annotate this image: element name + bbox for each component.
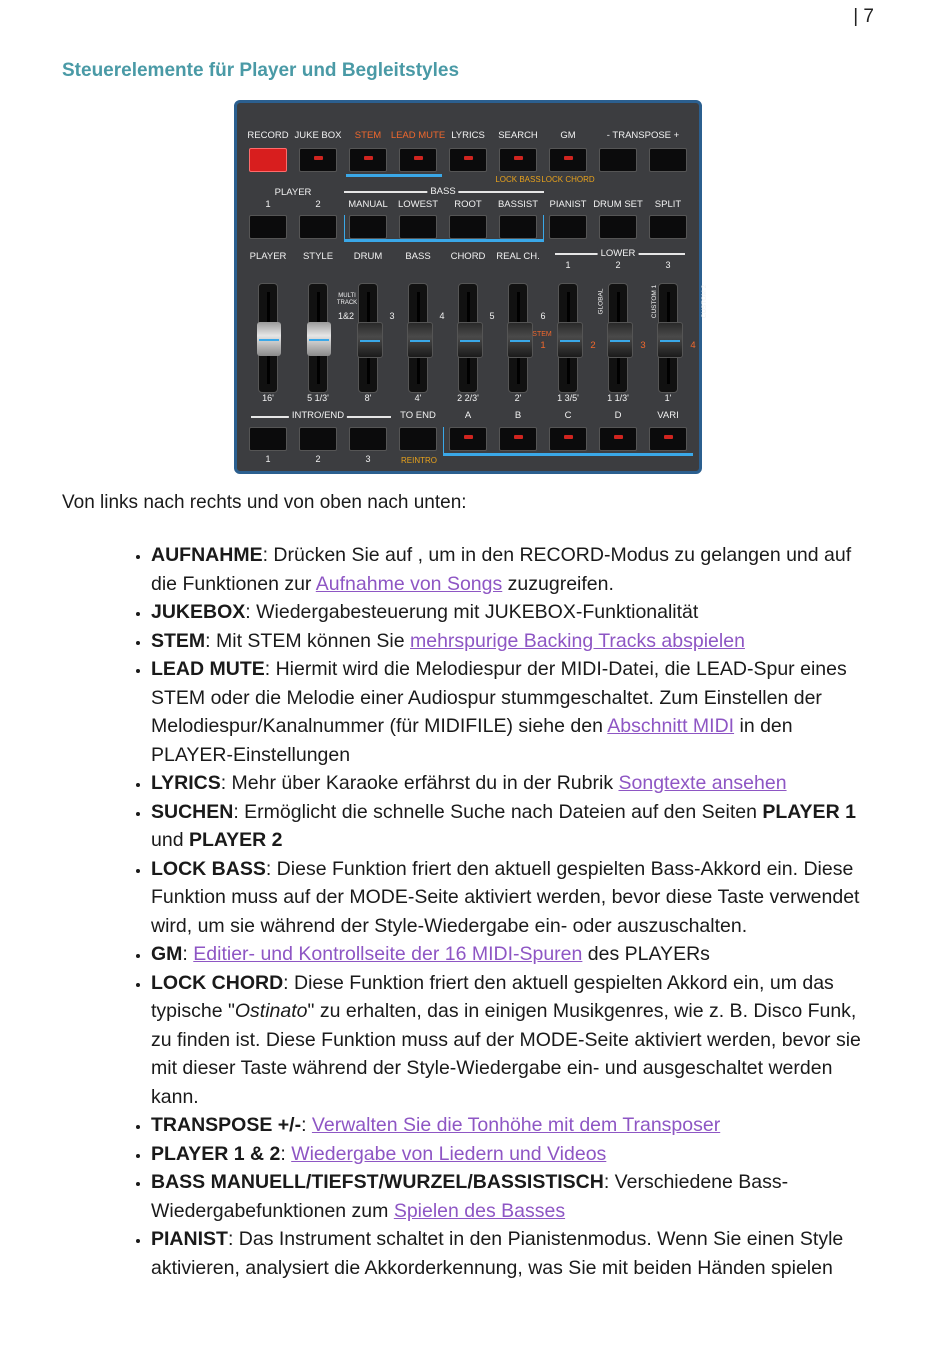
item-term: LYRICS — [151, 772, 221, 794]
footage-label: 8' — [364, 393, 372, 403]
led — [414, 156, 423, 160]
item-term: JUKEBOX — [151, 601, 246, 623]
stem-number: 1 — [540, 340, 546, 351]
row2-label: SPLIT — [654, 199, 682, 210]
stem-number: 2 — [590, 340, 596, 351]
item-term: AUFNAHME — [151, 544, 263, 566]
footage-label: 16' — [262, 393, 274, 403]
row1-button — [349, 148, 387, 172]
drawbar-fader — [558, 283, 578, 393]
row1-label: LEAD MUTE — [390, 130, 446, 141]
item-text: : — [280, 1142, 292, 1165]
variation-label: A — [464, 410, 472, 421]
item-term: SUCHEN — [151, 800, 234, 823]
bass-vline-left — [344, 215, 345, 241]
row4-button — [299, 427, 337, 451]
row1-label: RECORD — [247, 130, 289, 141]
item-term: TRANSPOSE +/- — [151, 1114, 302, 1136]
led — [614, 435, 623, 439]
list-item — [151, 541, 872, 598]
control-panel-image — [234, 100, 709, 474]
led — [464, 435, 473, 439]
led — [464, 156, 473, 160]
player-group-label: PLAYER — [274, 187, 312, 198]
stem-number: 4 — [690, 340, 696, 351]
row1-button — [499, 148, 537, 172]
row4-button — [599, 427, 637, 451]
list-item — [151, 1111, 872, 1140]
variation-label: D — [614, 410, 622, 421]
drawbar-fader — [308, 283, 328, 393]
item-text: des PLAYERs — [582, 943, 710, 965]
row4-button — [449, 427, 487, 451]
list-item — [151, 769, 872, 798]
list-item — [151, 1225, 872, 1282]
item-link[interactable]: mehrspurige Backing Tracks abspielen — [410, 629, 745, 652]
led — [514, 435, 523, 439]
row1-label: SEARCH — [498, 130, 538, 141]
row1-label: STEM — [354, 130, 382, 141]
row1-button — [549, 148, 587, 172]
row4-button — [499, 427, 537, 451]
row2-button — [349, 215, 387, 239]
lower-group-label: LOWER — [598, 248, 639, 259]
footage-label: 1' — [664, 393, 672, 403]
row2-label: DRUM SET — [593, 199, 643, 210]
led — [564, 435, 573, 439]
list-item — [151, 798, 872, 855]
bass-button-line — [344, 239, 544, 242]
row2-button — [499, 215, 537, 239]
fader-knob — [507, 322, 533, 358]
row2-button — [399, 215, 437, 239]
bottom-number: 3 — [365, 454, 371, 464]
fader-knob-line — [460, 340, 480, 342]
row1-button — [249, 148, 287, 172]
row4-button — [249, 427, 287, 451]
row3-label: CHORD — [450, 251, 486, 262]
row2-button — [649, 215, 687, 239]
led — [664, 435, 673, 439]
fader-knob — [607, 322, 633, 358]
stem-group-line — [346, 174, 442, 177]
fader-knob — [357, 322, 383, 358]
item-text: : Wiedergabesteuerung mit JUKEBOX-Funktionalität — [245, 601, 699, 623]
item-term: LOCK CHORD — [151, 971, 284, 994]
row2-label: MANUAL — [348, 199, 388, 210]
row2-button — [599, 215, 637, 239]
fader-knob — [257, 322, 281, 356]
page-number: | 7 — [853, 6, 874, 27]
item-link[interactable]: Songtexte ansehen — [618, 772, 787, 794]
footage-label: 5 1/3' — [307, 393, 329, 403]
row1-button — [599, 148, 637, 172]
fader-knob-line — [660, 340, 680, 342]
fader-knob-line — [309, 339, 329, 341]
item-link[interactable]: Spielen des Basses — [393, 1199, 566, 1222]
row4-button — [549, 427, 587, 451]
fader-mark: 3 — [389, 311, 395, 321]
row2-label: 1 — [265, 199, 271, 210]
list-item — [151, 655, 872, 769]
fader-knob — [457, 322, 483, 358]
intro-text: Von links nach rechts und von oben nach unten: — [62, 492, 467, 513]
item-link[interactable]: Abschnitt MIDI — [607, 715, 735, 737]
item-link[interactable]: Aufnahme von Songs — [315, 572, 503, 595]
lock-bass-label: LOCK BASS — [495, 175, 541, 184]
drawbar-fader — [508, 283, 528, 393]
intro-end-label: INTRO/END — [289, 410, 347, 421]
row1-label: JUKE BOX — [294, 130, 342, 141]
item-italic: Ostinato — [234, 1000, 308, 1022]
bass-group-label: BASS — [427, 186, 458, 197]
row1-button — [299, 148, 337, 172]
fader-mark: 4 — [439, 311, 445, 321]
row2-label: 2 — [315, 199, 321, 210]
item-text: : Verschiedene Bass-Wiedergabefunktionen zum — [151, 1171, 789, 1222]
fader-knob — [407, 322, 433, 358]
footage-label: 2' — [514, 393, 522, 403]
item-text: zuzugreifen. — [502, 572, 614, 595]
controls-list — [62, 541, 872, 1282]
item-link[interactable]: Verwalten Sie die Tonhöhe mit dem Transposer — [311, 1114, 721, 1136]
row2-label: LOWEST — [397, 199, 439, 210]
fader-knob-line — [410, 340, 430, 342]
variation-label: B — [514, 410, 522, 421]
drawbar-fader — [608, 283, 628, 393]
item-text: : Hiermit wird die Melodiespur der MIDI-Datei, die LEAD-Spur eines STEM oder die Melodie einer Audiospur stummgeschaltet. Zum Einstellen der Melodiespur/Kanalnummer (für MIDIFILE) siehe den — [151, 658, 847, 737]
row4-button — [649, 427, 687, 451]
row1-label: LYRICS — [451, 130, 485, 141]
item-text: : Ermöglicht die schnelle Suche nach Dateien auf den Seiten — [233, 800, 763, 823]
row4-button — [349, 427, 387, 451]
item-term: STEM — [151, 629, 206, 652]
item-text: " zu erhalten, das in einigen Musikgenres, wie z. B. Disco Funk, zu finden ist. Diese Funktion muss auf der MODE-Seite aktiviert werden, bevor sie mit dieser Taste während der Style-Wiedergabe ein- und ausgeschaltet werden kann. — [151, 1000, 861, 1108]
item-text: : Diese Funktion friert den aktuell gespielten Akkord ein, um das typische " — [151, 971, 834, 1022]
fader-knob — [657, 322, 683, 358]
multitrack-label: MULTI TRACK — [336, 293, 358, 306]
item-link[interactable]: Editier- und Kontrollseite der 16 MIDI-Spuren — [193, 943, 583, 965]
item-term: PLAYER 1 & 2 — [151, 1142, 281, 1165]
led — [364, 156, 373, 160]
row3-label: DRUM — [353, 251, 383, 262]
custom-label: CUSTOM 2 — [701, 284, 709, 319]
list-item — [151, 1140, 872, 1169]
item-term: LOCK BASS — [151, 857, 266, 880]
row3-label: BASS — [405, 251, 431, 262]
fader-knob-line — [259, 339, 279, 341]
item-text: : Drücken Sie auf , um in den RECORD-Modus zu gelangen und auf die Funktionen zur — [151, 544, 852, 595]
lower-number: 2 — [615, 260, 621, 270]
item-link[interactable]: Wiedergabe von Liedern und Videos — [291, 1142, 607, 1165]
footage-label: 1 3/5' — [557, 393, 579, 403]
footage-label: 2 2/3' — [457, 393, 479, 403]
item-text: : Mit STEM können Sie — [205, 629, 410, 652]
custom-label: CUSTOM 1 — [651, 284, 659, 319]
item-text: in den PLAYER-Einstellungen — [151, 715, 793, 766]
row1-button — [649, 148, 687, 172]
list-item — [151, 855, 872, 941]
drawbar-fader — [358, 283, 378, 393]
variation-label: C — [564, 410, 572, 421]
row3-label: PLAYER — [249, 251, 287, 262]
row2-label: ROOT — [454, 199, 482, 210]
fader-mark: 5 — [489, 311, 495, 321]
row2-label: PIANIST — [549, 199, 587, 210]
item-term: PIANIST — [151, 1228, 228, 1250]
led — [314, 156, 323, 160]
led — [514, 156, 523, 160]
section-heading: Steuerelemente für Player und Begleitstyles — [62, 60, 460, 81]
bottom-number: 2 — [315, 454, 321, 464]
fader-knob — [307, 322, 331, 356]
fader-mark: 6 — [540, 311, 546, 321]
variation-line — [443, 453, 693, 456]
row2-label: BASSIST — [497, 199, 539, 210]
stem-number: 3 — [640, 340, 646, 351]
list-item — [151, 627, 872, 656]
item-term: BASS MANUELL/TIEFST/WURZEL/BASSISTISCH — [151, 1171, 604, 1193]
item-bold: PLAYER 1 — [762, 800, 856, 823]
list-item — [151, 940, 872, 969]
item-text: : Das Instrument schaltet in den Pianistenmodus. Wenn Sie einen Style aktivieren, analysiert die Akkorderkennung, was Sie mit beiden Händen spielen — [151, 1228, 844, 1279]
drawbar-fader — [408, 283, 428, 393]
variation-label: VARI — [657, 410, 679, 421]
fader-knob-line — [610, 340, 630, 342]
row2-button — [449, 215, 487, 239]
fader-mark: 1&2 — [337, 311, 355, 321]
drawbar-fader — [258, 283, 278, 393]
drawbar-fader — [658, 283, 678, 393]
to-end-label: TO END — [400, 410, 436, 421]
row1-button — [399, 148, 437, 172]
item-text: und — [151, 829, 189, 851]
row1-label: - TRANSPOSE + — [606, 130, 680, 141]
row1-label: GM — [560, 130, 576, 141]
list-item — [151, 969, 872, 1112]
footage-label: 4' — [414, 393, 422, 403]
row1-button — [449, 148, 487, 172]
fader-knob-line — [560, 340, 580, 342]
item-term: GM — [151, 943, 183, 965]
item-bold: PLAYER 2 — [188, 829, 283, 851]
row3-label: STYLE — [302, 251, 334, 262]
bottom-number: 1 — [265, 454, 271, 464]
lower-number: 3 — [665, 260, 671, 270]
drawbar-fader — [458, 283, 478, 393]
variation-vline-left — [443, 427, 444, 455]
item-text: : Diese Funktion friert den aktuell gespielten Bass-Akkord ein. Diese Funktion muss auf der MODE-Seite aktiviert werden, bevor diese Taste verwendet wird, um sie während der Style-Wiedergabe ein- oder auszuschalten. — [151, 857, 860, 937]
row2-button — [299, 215, 337, 239]
fader-knob-line — [510, 340, 530, 342]
item-term: LEAD MUTE — [151, 658, 265, 680]
row4-button — [399, 427, 437, 451]
fader-knob-line — [360, 340, 380, 342]
row2-button — [249, 215, 287, 239]
row2-button — [549, 215, 587, 239]
row3-label: REAL CH. — [496, 251, 540, 262]
reintro-label: REINTRO — [401, 456, 437, 465]
item-text: : Mehr über Karaoke erfährst du in der Rubrik — [220, 772, 619, 794]
bass-vline-right — [543, 215, 544, 241]
item-text: : — [301, 1114, 312, 1136]
led — [564, 156, 573, 160]
footage-label: 1 1/3' — [607, 393, 629, 403]
lower-number: 1 — [565, 260, 571, 270]
lock-chord-label: LOCK CHORD — [541, 175, 595, 184]
list-item — [151, 1168, 872, 1225]
item-text: : — [182, 943, 194, 965]
stem-mark: STEM — [532, 331, 552, 338]
list-item — [151, 598, 872, 627]
custom-label: GLOBAL — [597, 288, 605, 315]
fader-knob — [557, 322, 583, 358]
